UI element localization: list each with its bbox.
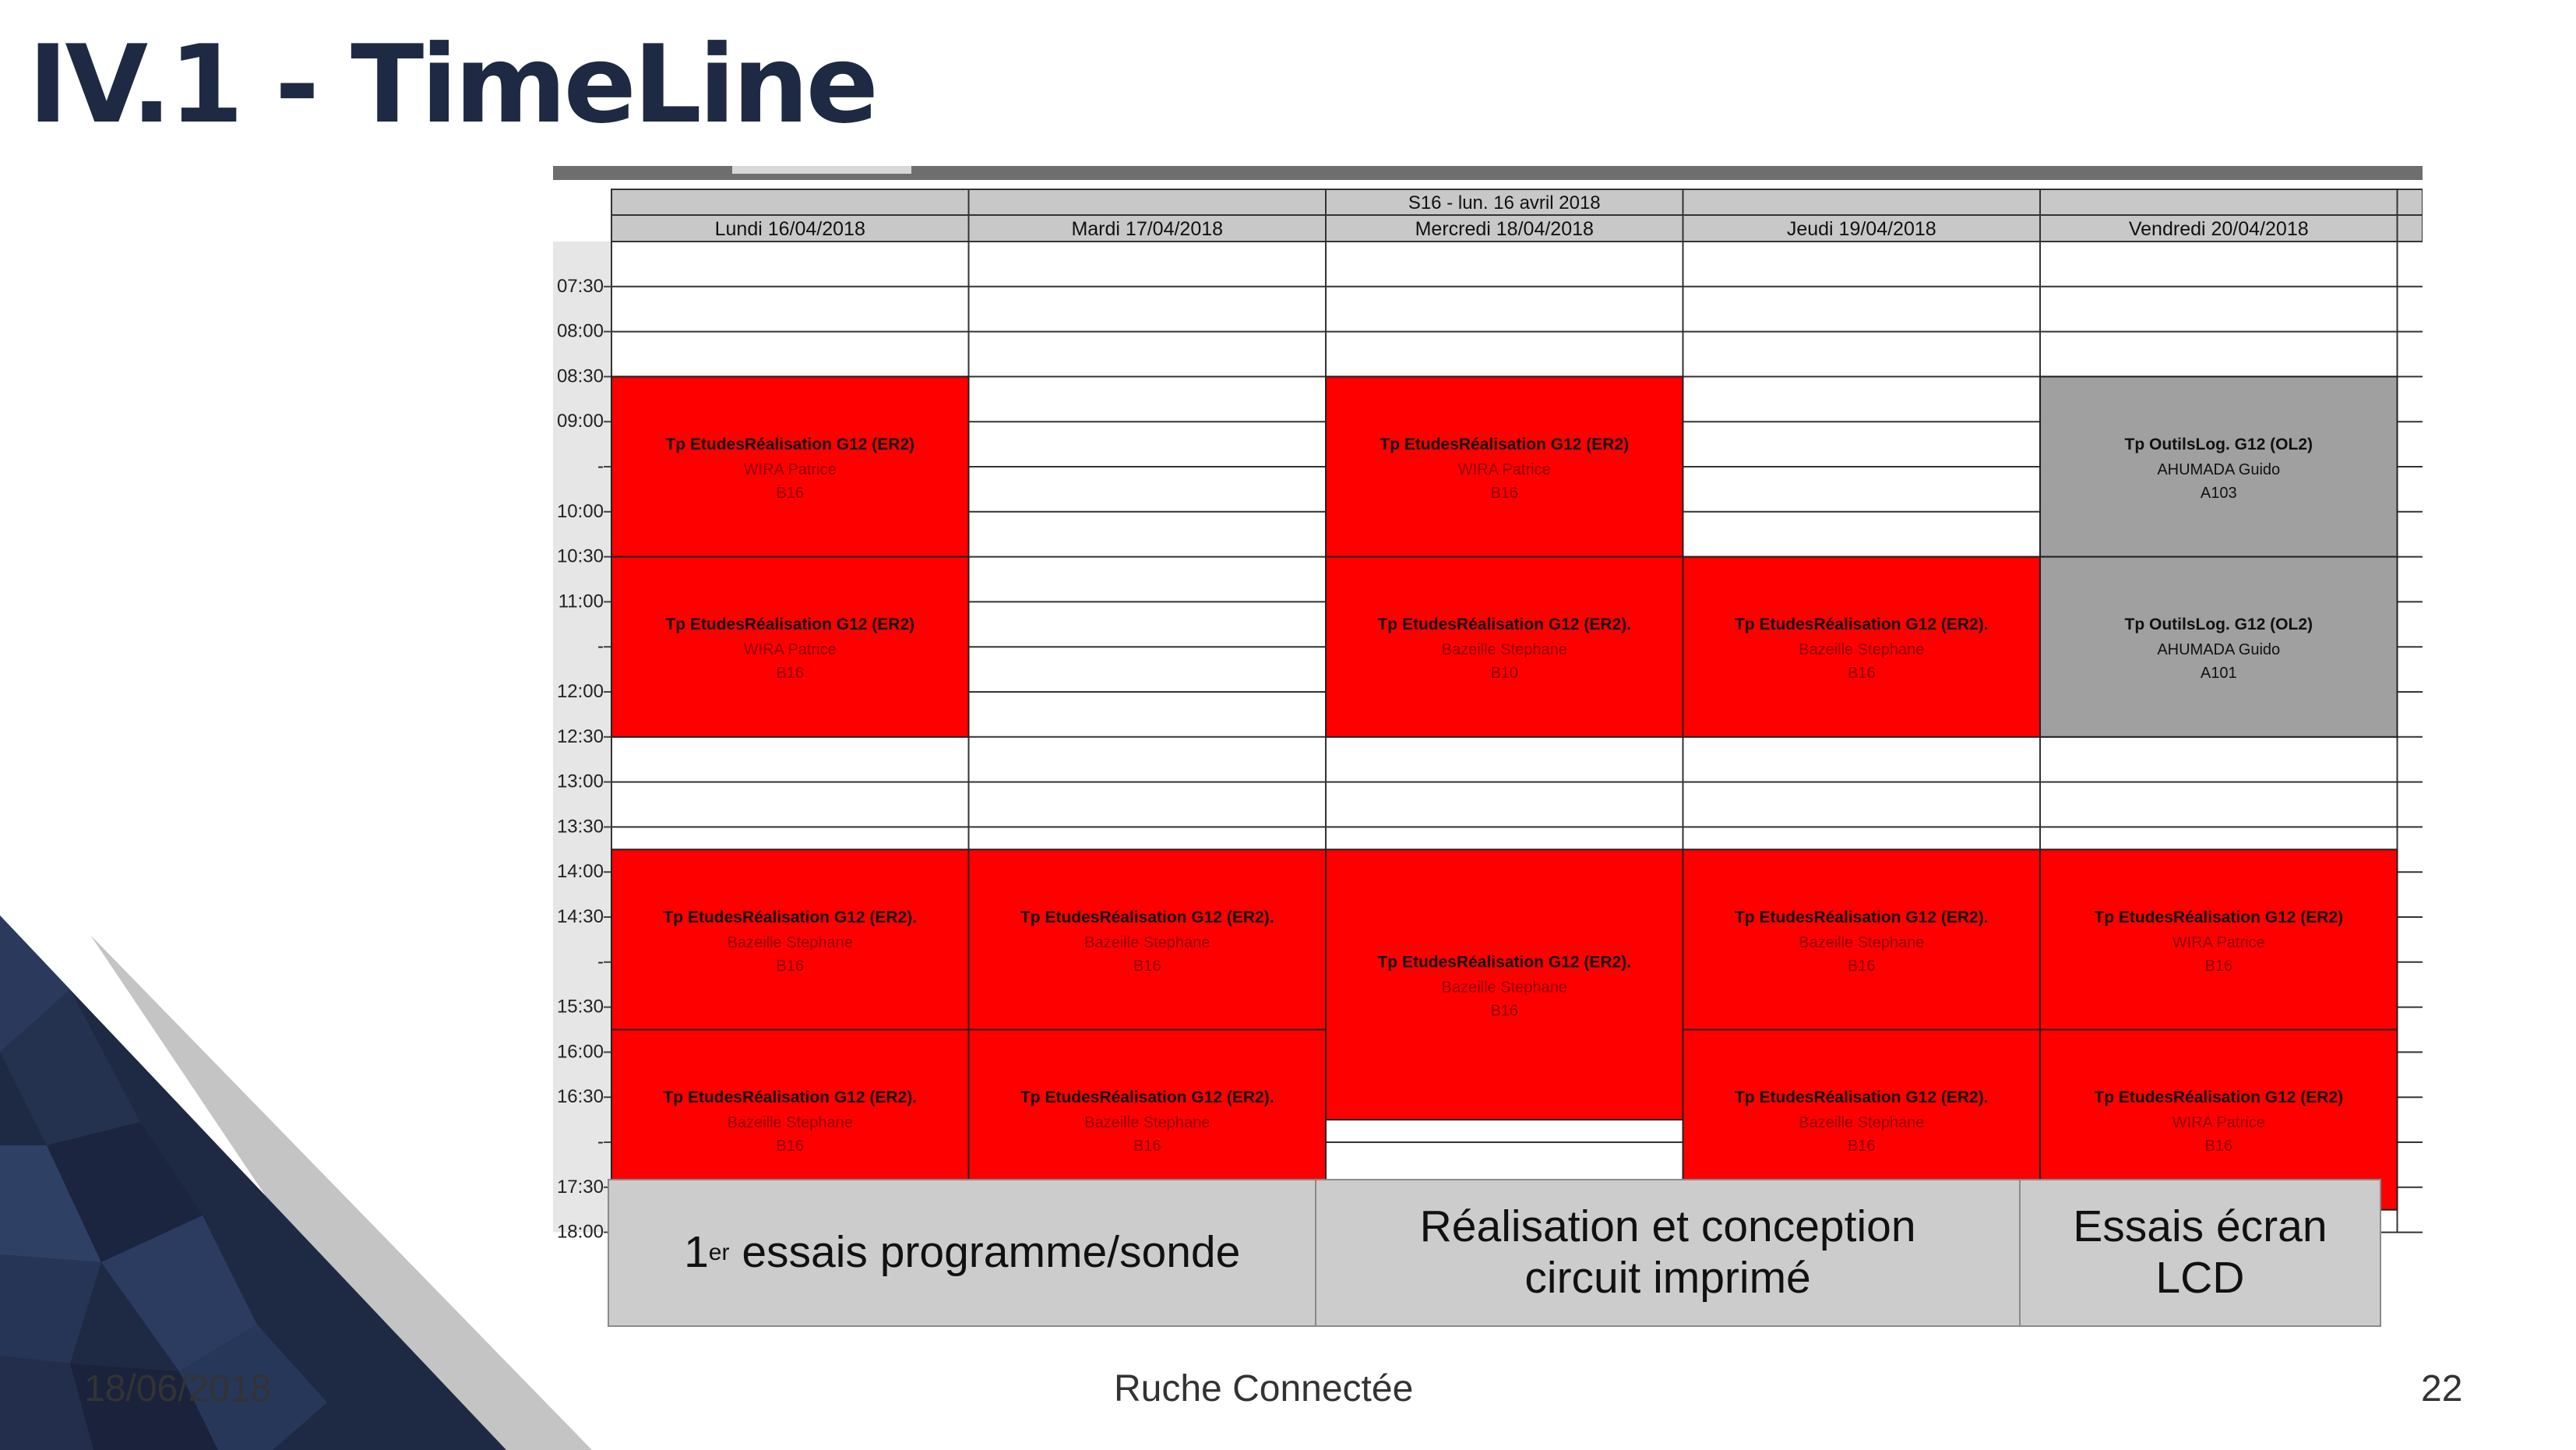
slide-title: IV.1 - TimeLine [28,22,876,147]
event-title: Tp EtudesRéalisation G12 (ER2). [663,908,918,926]
time-tick-label: 08:30 [556,365,604,387]
event-teacher: AHUMADA Guido [2157,641,2281,659]
event-teacher: Bazeille Stephane [727,1114,853,1132]
event-teacher: WIRA Patrice [743,461,837,478]
day-label: Jeudi 19/04/2018 [1786,218,1936,240]
legend-phase-1-number: 1 [684,1227,709,1278]
event-title: Tp EtudesRéalisation G12 (ER2). [1020,908,1274,926]
time-tick-label: 13:00 [556,771,604,792]
event-teacher: WIRA Patrice [2172,933,2265,951]
event-title: Tp EtudesRéalisation G12 (ER2) [2094,908,2344,926]
day-label: Mercredi 18/04/2018 [1415,218,1594,240]
extra-day-header [2398,215,2423,242]
legend-phase-1-suffix: er [708,1239,730,1265]
event-room: B16 [1847,665,1876,683]
event-teacher: Bazeille Stephane [1799,641,1925,659]
time-tick-label: 13:30 [556,816,604,838]
time-tick-label: 11:00 [558,591,604,612]
event-title: Tp OutilsLog. G12 (OL2) [2124,436,2313,453]
event-room: B16 [1847,1138,1876,1155]
time-tick-label: 16:00 [556,1041,604,1063]
event-title: Tp EtudesRéalisation G12 (ER2) [665,616,915,634]
legend-phase-3: Essais écran LCD [2073,1201,2328,1303]
event-title: Tp EtudesRéalisation G12 (ER2). [1734,908,1989,926]
event-teacher: WIRA Patrice [2172,1114,2265,1132]
weekly-timetable [553,166,2423,1241]
event-room: B16 [776,665,805,683]
time-tick-label: - [597,1131,604,1152]
footer-date: 18/06/2018 [84,1368,272,1409]
event-room: B16 [1847,957,1876,975]
timetable-top-tab [732,166,911,174]
event-title: Tp EtudesRéalisation G12 (ER2) [665,436,915,453]
time-tick-label: 18:00 [556,1221,604,1241]
time-tick-label: 17:30 [556,1176,604,1198]
time-tick-label: 09:00 [556,411,604,432]
time-tick-label: 07:30 [556,275,604,297]
event-teacher: Bazeille Stephane [1084,1114,1210,1132]
event-title: Tp EtudesRéalisation G12 (ER2). [1377,953,1632,972]
event-room: B16 [1133,1138,1161,1155]
event-room: A101 [2200,665,2237,683]
event-teacher: Bazeille Stephane [1441,641,1567,659]
event-title: Tp OutilsLog. G12 (OL2) [2124,616,2313,634]
event-room: B10 [1490,665,1519,683]
event-room: B16 [2204,1138,2233,1155]
event-room: B16 [776,1138,805,1155]
event-title: Tp EtudesRéalisation G12 (ER2). [1734,1088,1989,1107]
event-title: Tp EtudesRéalisation G12 (ER2). [1734,616,1989,634]
day-label: Lundi 16/04/2018 [714,218,865,240]
legend-phase-1 [609,1180,1316,1325]
event-room: B16 [2204,957,2233,975]
event-title: Tp EtudesRéalisation G12 (ER2) [2094,1088,2344,1107]
event-teacher: Bazeille Stephane [1799,1114,1925,1132]
event-room: B16 [776,485,805,502]
event-room: B16 [1490,1002,1519,1020]
time-tick-label: 08:00 [556,320,604,342]
day-label: Mardi 17/04/2018 [1071,218,1224,240]
time-tick-label: 12:00 [556,681,604,702]
time-tick-label: 14:30 [556,906,604,927]
time-tick-label: 16:30 [556,1086,604,1108]
event-room: A103 [2200,485,2237,502]
event-title: Tp EtudesRéalisation G12 (ER2) [1380,436,1630,453]
event-title: Tp EtudesRéalisation G12 (ER2). [1020,1088,1274,1107]
project-phases-legend [608,1179,2381,1327]
time-tick-label: - [597,456,604,477]
event-room: B16 [1133,957,1161,975]
time-tick-label: 12:30 [556,725,604,747]
event-title: Tp EtudesRéalisation G12 (ER2). [1377,616,1632,634]
event-teacher: WIRA Patrice [743,641,837,659]
time-tick-label: 10:30 [556,545,604,567]
event-teacher: Bazeille Stephane [1084,933,1210,951]
day-label: Vendredi 20/04/2018 [2128,218,2309,240]
week-label: S16 - lun. 16 avril 2018 [1408,192,1601,213]
legend-phase-2: Réalisation et conception circuit imprimé [1316,1180,2020,1325]
time-tick-label: - [597,951,604,972]
event-teacher: Bazeille Stephane [727,933,853,951]
page-number: 22 [2421,1368,2463,1409]
event-room: B16 [776,957,805,975]
time-tick-label: - [597,636,604,658]
time-tick-label: 14:00 [556,861,604,883]
time-tick-label: 10:00 [556,500,604,522]
time-tick-label: 15:30 [556,996,604,1018]
event-title: Tp EtudesRéalisation G12 (ER2). [663,1088,918,1107]
footer-title: Ruche Connectée [1114,1368,1414,1409]
event-teacher: WIRA Patrice [1457,461,1551,478]
legend-phase-1-label: essais programme/sonde [729,1227,1241,1278]
decorative-triangles [0,888,592,1450]
event-teacher: Bazeille Stephane [1441,979,1567,997]
event-teacher: Bazeille Stephane [1799,933,1925,951]
event-teacher: AHUMADA Guido [2157,461,2281,478]
event-room: B16 [1490,485,1519,502]
